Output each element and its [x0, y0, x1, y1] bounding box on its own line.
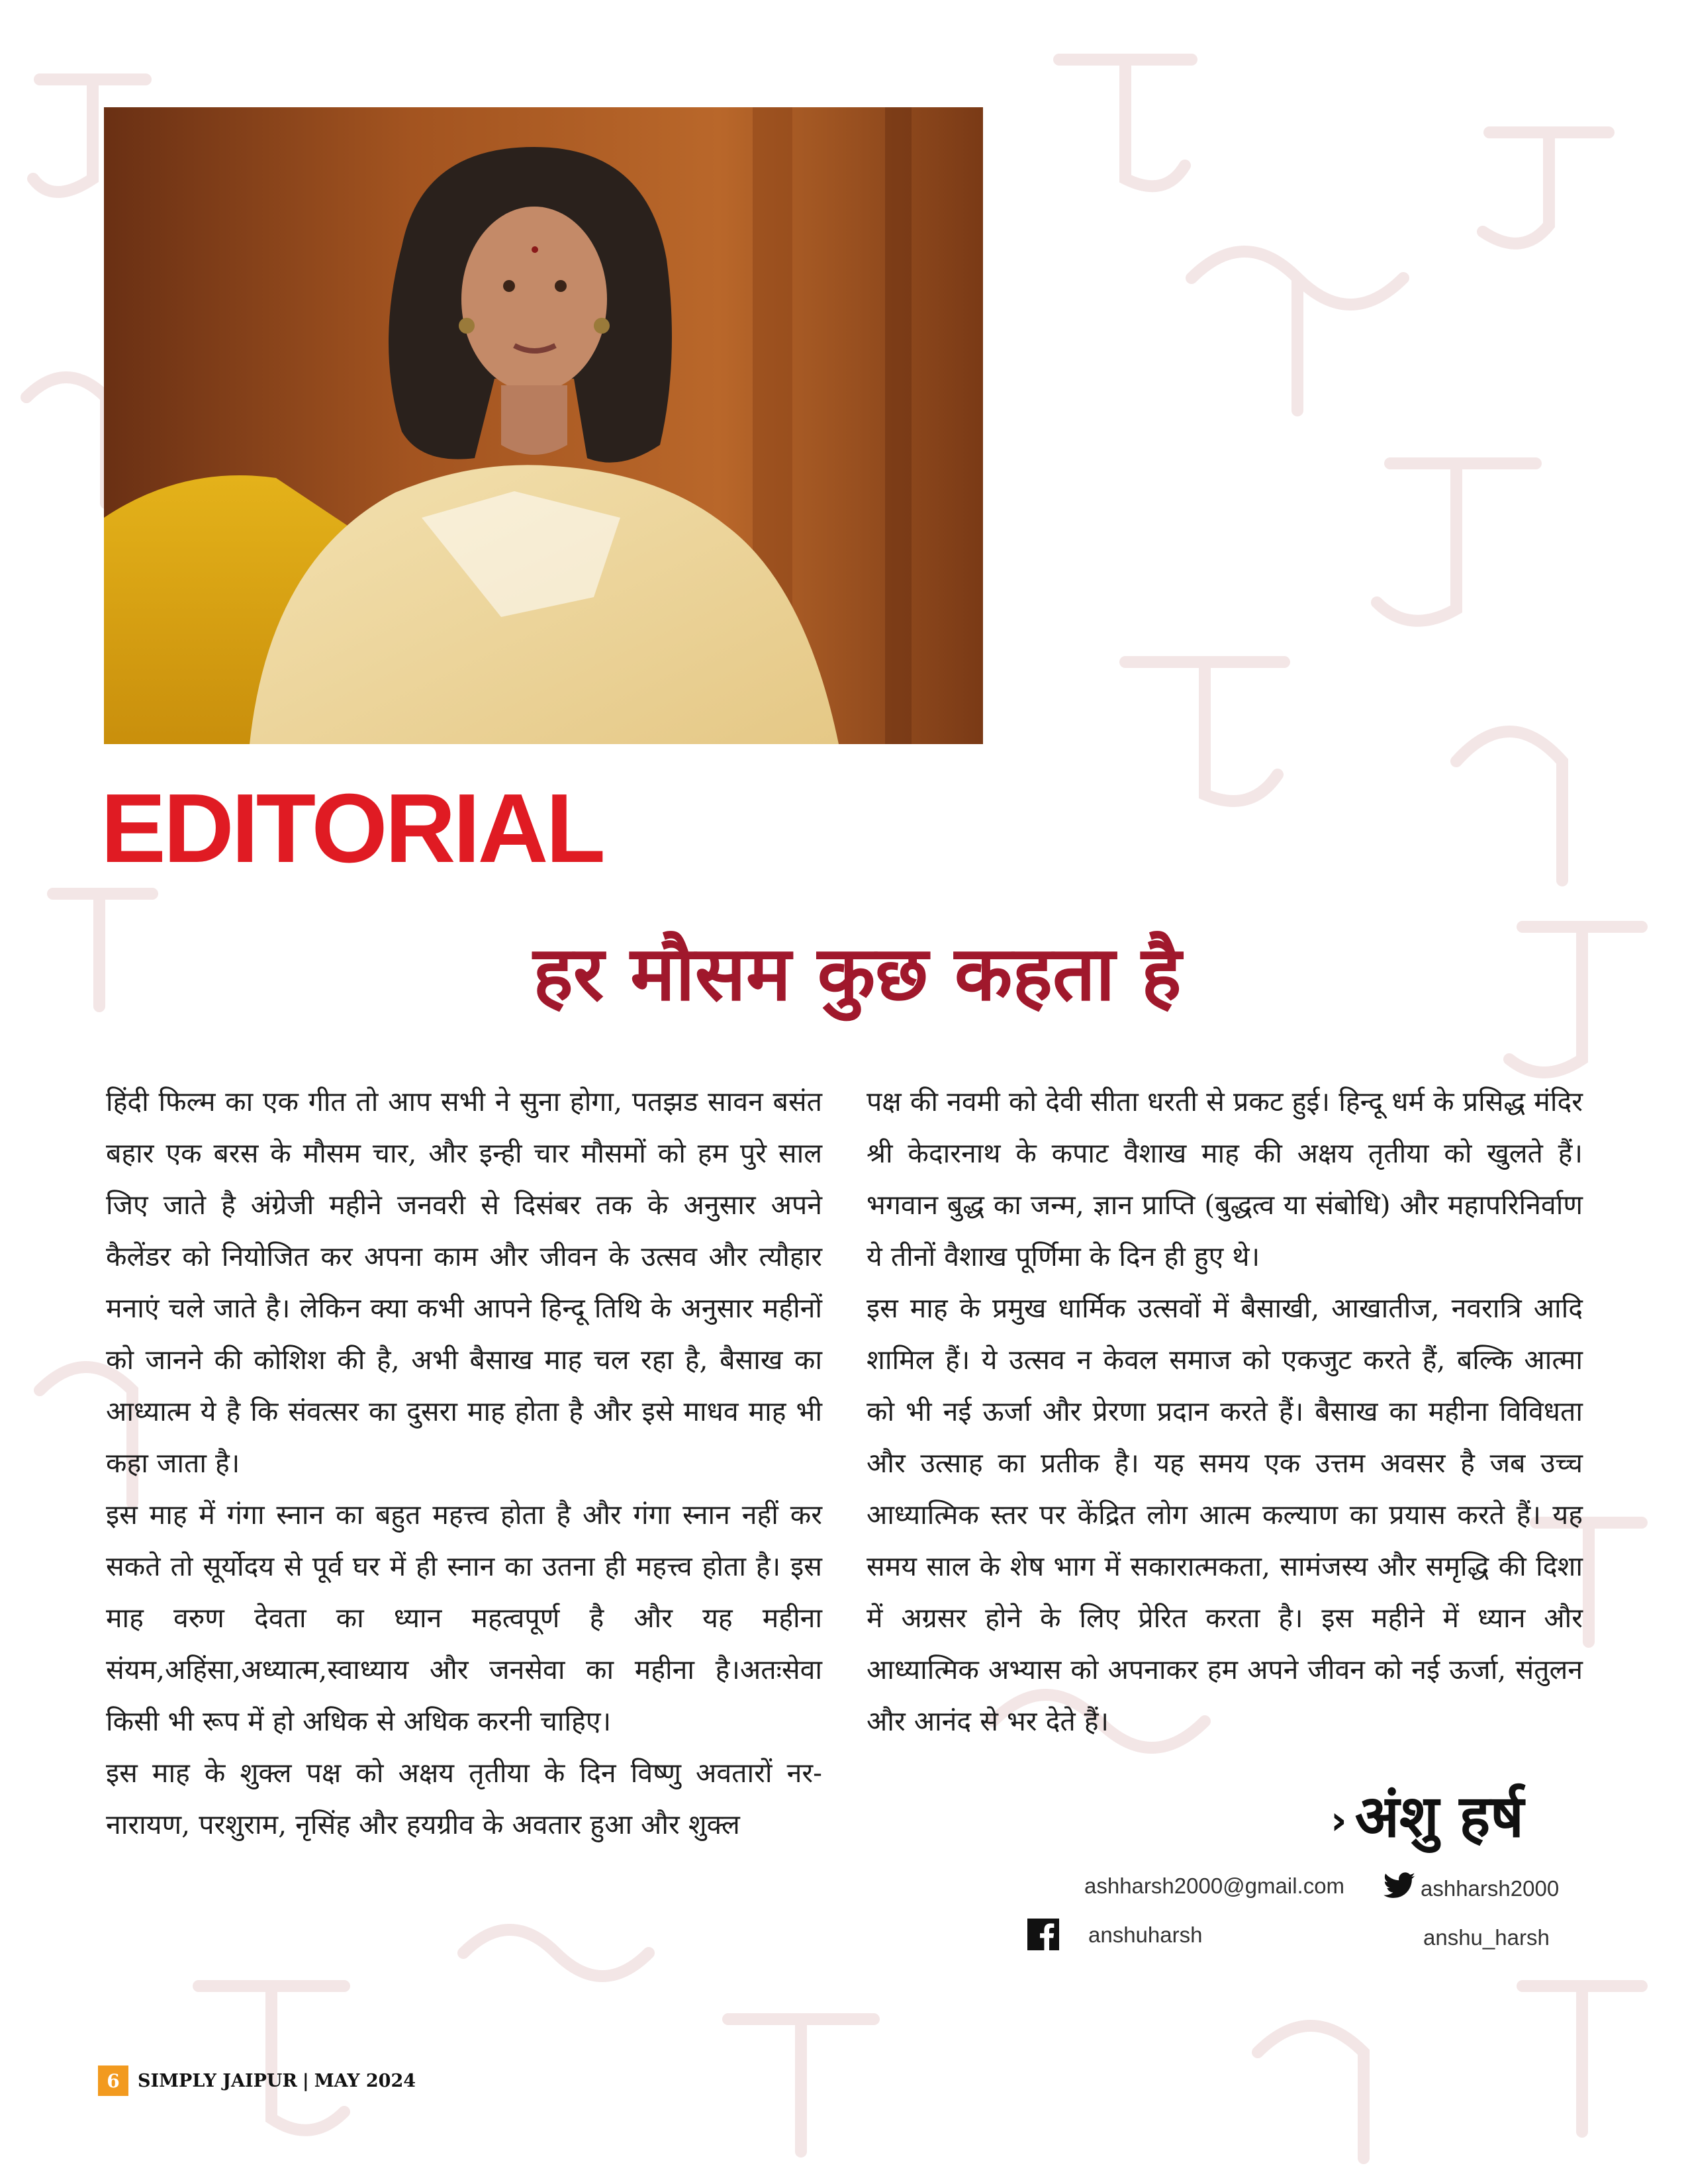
article-column-right	[867, 1076, 1583, 1747]
twitter-link[interactable]	[1382, 1872, 1559, 1904]
page-footer	[98, 2065, 416, 2096]
portrait-photo	[104, 107, 983, 744]
chevron-right-icon: ›	[1331, 1797, 1347, 1844]
paragraph: हिंदी फिल्म का एक गीत तो आप सभी ने सुना होगा, पतझड सावन बसंत बहार एक बरस के मौसम चार, और इन्ही चार मौसमों को हम पुरे साल जिए जाते है अंग्रेजी महीने जनवरी से दिसंबर तक के अनुसार अपने कैलेंडर को नियोजित कर अपना काम और जीवन के उत्सव और त्यौहार मनाएं चले जाते है। लेकिन क्या कभी आपने हिन्दू तिथि के अनुसार महीनों को जानने की कोशिश की है, अभी बैसाख माह चल रहा है, बैसाख का आध्यात्म ये है कि संवत्सर का दुसरा माह होता है और इसे माधव माह भी कहा जाता है।	[106, 1086, 822, 1479]
instagram-handle[interactable]: anshu_harsh	[1423, 1925, 1550, 1950]
twitter-icon	[1382, 1872, 1414, 1904]
author-name: अंशु हर्ष	[1354, 1782, 1524, 1850]
page-number: 6	[98, 2065, 128, 2096]
headline: हर मौसम कुछ कहता है	[533, 929, 1182, 1018]
footer-separator: |	[302, 2070, 309, 2091]
facebook-link[interactable]	[1027, 1919, 1202, 1950]
twitter-handle: ashharsh2000	[1421, 1875, 1560, 1901]
paragraph: इस माह में गंगा स्नान का बहुत महत्त्व होता है और गंगा स्नान नहीं कर सकते तो सूर्योदय से पूर्व घर में ही स्नान का उतना ही महत्त्व होता है। इस माह वरुण देवता का ध्यान महत्वपूर्ण है और यह महीना संयम,अहिंसा,अध्यात्म,स्वाध्याय और जनसेवा का महीना है।अतःसेवा किसी भी रूप में हो अधिक से अधिक करनी चाहिए।	[106, 1499, 822, 1737]
article-column-left	[106, 1076, 822, 1850]
paragraph: इस माह के प्रमुख धार्मिक उत्सवों में बैसाखी, आखातीज, नवरात्रि आदि शामिल हैं। ये उत्सव न केवल समाज को एकजुट करते हैं, बल्कि आत्मा को भी नई ऊर्जा और प्रेरणा प्रदान करते हैं। बैसाख का महीना विविधता और उत्साह का प्रतीक है। यह समय एक उत्तम अवसर है जब उच्च आध्यात्मिक स्तर पर केंद्रित लोग आत्म कल्याण का प्रयास करते हैं। यह समय साल के शेष भाग में सकारात्मकता, सामंजस्य और समृद्धि की दिशा में अग्रसर होने के लिए प्रेरित करता है। इस महीने में ध्यान और आध्यात्मिक अभ्यास को अपनाकर हम अपने जीवन को नई ऊर्जा, संतुलन और आनंद से भर देते हैं।	[867, 1292, 1583, 1737]
issue-date: MAY 2024	[314, 2070, 416, 2091]
paragraph: पक्ष की नवमी को देवी सीता धरती से प्रकट हुई। हिन्दू धर्म के प्रसिद्ध मंदिर श्री केदारनाथ के कपाट वैशाख माह की अक्षय तृतीया को खुलते हैं। भगवान बुद्ध का जन्म, ज्ञान प्राप्ति (बुद्धत्व या संबोधि) और महापरिनिर्वाण ये तीनों वैशाख पूर्णिमा के दिन ही हुए थे।	[867, 1086, 1583, 1272]
facebook-icon	[1027, 1919, 1059, 1950]
magazine-name: SIMPLY JAIPUR	[138, 2070, 297, 2091]
facebook-handle: anshuharsh	[1088, 1922, 1203, 1947]
paragraph: इस माह के शुक्ल पक्ष को अक्षय तृतीया के दिन विष्णु अवतारों नर-नारायण, परशुराम, नृसिंह और हयग्रीव के अवतार हुआ और शुक्ल	[106, 1757, 822, 1840]
section-label: EDITORIAL	[101, 774, 603, 883]
email-link[interactable]: ashharsh2000@gmail.com	[1084, 1874, 1345, 1898]
author-signature	[1331, 1782, 1524, 1850]
